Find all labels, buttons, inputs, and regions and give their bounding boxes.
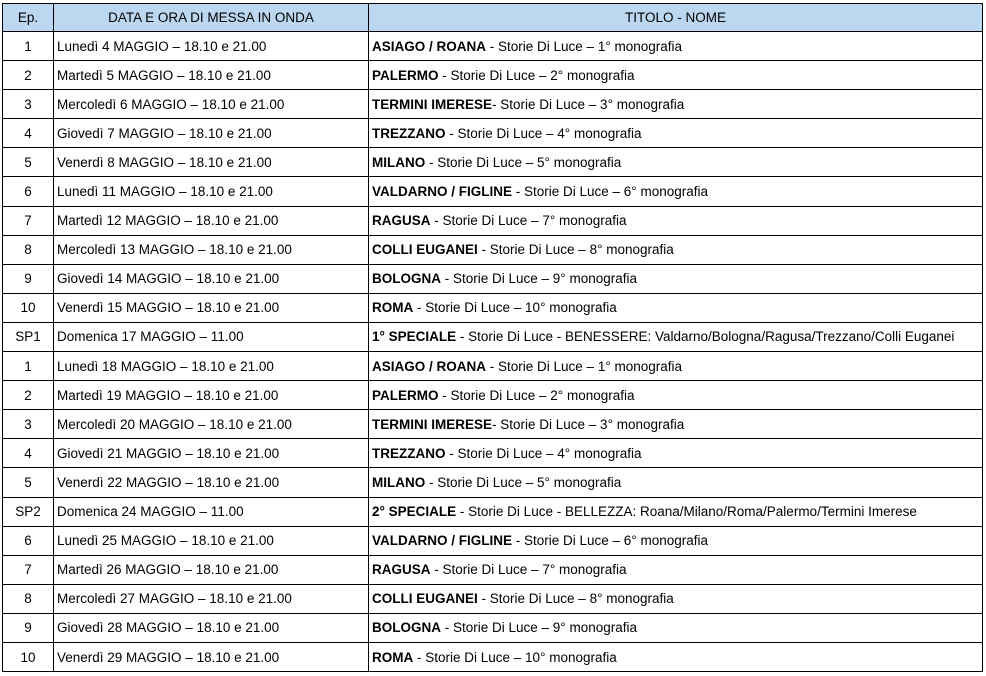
air-date-cell: Domenica 17 MAGGIO – 11.00 <box>54 322 369 351</box>
air-date-cell: Mercoledì 13 MAGGIO – 18.10 e 21.00 <box>54 235 369 264</box>
air-date-cell: Martedì 19 MAGGIO – 18.10 e 21.00 <box>54 381 369 410</box>
episode-cell: SP1 <box>3 322 54 351</box>
episode-cell: 8 <box>3 235 54 264</box>
location-name: TREZZANO <box>372 125 446 141</box>
episode-description: - Storie Di Luce – 3° monografia <box>492 416 685 432</box>
episode-description: - Storie Di Luce – 6° monografia <box>512 184 708 200</box>
air-date-cell: Venerdì 29 MAGGIO – 18.10 e 21.00 <box>54 642 369 671</box>
title-cell <box>369 642 983 671</box>
title-cell <box>369 439 983 468</box>
schedule-table <box>2 3 983 672</box>
episode-cell: 1 <box>3 352 54 381</box>
table-row <box>3 235 983 264</box>
title-cell <box>369 235 983 264</box>
episode-description: - Storie Di Luce – 8° monografia <box>477 591 674 607</box>
episode-cell: 7 <box>3 206 54 235</box>
episode-description: - Storie Di Luce – 4° monografia <box>445 445 642 461</box>
table-row <box>3 642 983 671</box>
air-date-cell: Martedì 26 MAGGIO – 18.10 e 21.00 <box>54 555 369 584</box>
air-date-cell: Giovedì 14 MAGGIO – 18.10 e 21.00 <box>54 264 369 293</box>
table-row <box>3 439 983 468</box>
air-date-cell: Lunedì 11 MAGGIO – 18.10 e 21.00 <box>54 177 369 206</box>
table-row <box>3 206 983 235</box>
schedule-body <box>3 32 983 672</box>
air-date-cell: Mercoledì 20 MAGGIO – 18.10 e 21.00 <box>54 410 369 439</box>
episode-cell: 2 <box>3 381 54 410</box>
title-cell <box>369 613 983 642</box>
episode-description: - Storie Di Luce – 7° monografia <box>430 562 627 578</box>
episode-description: - Storie Di Luce – 10° monografia <box>413 300 617 316</box>
table-row <box>3 497 983 526</box>
title-cell <box>369 61 983 90</box>
table-row <box>3 293 983 322</box>
title-cell <box>369 177 983 206</box>
air-date-cell: Martedì 5 MAGGIO – 18.10 e 21.00 <box>54 61 369 90</box>
location-name: BOLOGNA <box>372 271 441 287</box>
title-cell <box>369 32 983 61</box>
air-date-cell: Venerdì 15 MAGGIO – 18.10 e 21.00 <box>54 293 369 322</box>
air-date-cell: Domenica 24 MAGGIO – 11.00 <box>54 497 369 526</box>
table-row <box>3 410 983 439</box>
episode-cell: 1 <box>3 32 54 61</box>
header-title: TITOLO - NOME <box>369 4 983 32</box>
air-date-cell: Lunedì 25 MAGGIO – 18.10 e 21.00 <box>54 526 369 555</box>
title-cell <box>369 293 983 322</box>
air-date-cell: Venerdì 22 MAGGIO – 18.10 e 21.00 <box>54 468 369 497</box>
title-cell <box>369 381 983 410</box>
episode-cell: 7 <box>3 555 54 584</box>
episode-description: - Storie Di Luce - BELLEZZA: Roana/Milano/Roma/Palermo/Termini Imerese <box>456 504 917 520</box>
title-cell <box>369 584 983 613</box>
header-episode: Ep. <box>3 4 54 32</box>
title-cell <box>369 555 983 584</box>
air-date-cell: Mercoledì 6 MAGGIO – 18.10 e 21.00 <box>54 90 369 119</box>
location-name: 1° SPECIALE <box>372 329 457 345</box>
table-row <box>3 264 983 293</box>
episode-cell: 10 <box>3 293 54 322</box>
episode-cell: 6 <box>3 177 54 206</box>
location-name: PALERMO <box>372 387 439 403</box>
episode-cell: 10 <box>3 642 54 671</box>
table-row <box>3 148 983 177</box>
location-name: RAGUSA <box>372 213 431 229</box>
location-name: PALERMO <box>372 67 439 83</box>
table-row <box>3 119 983 148</box>
episode-description: - Storie Di Luce – 7° monografia <box>430 213 627 229</box>
location-name: BOLOGNA <box>372 620 441 636</box>
table-row <box>3 61 983 90</box>
title-cell <box>369 90 983 119</box>
episode-description: - Storie Di Luce – 1° monografia <box>486 38 683 54</box>
episode-description: - Storie Di Luce – 8° monografia <box>477 242 674 258</box>
air-date-cell: Lunedì 18 MAGGIO – 18.10 e 21.00 <box>54 352 369 381</box>
air-date-cell: Giovedì 28 MAGGIO – 18.10 e 21.00 <box>54 613 369 642</box>
air-date-cell: Giovedì 7 MAGGIO – 18.10 e 21.00 <box>54 119 369 148</box>
table-row <box>3 352 983 381</box>
location-name: COLLI EUGANEI <box>372 591 478 607</box>
episode-description: - Storie Di Luce – 1° monografia <box>486 358 683 374</box>
episode-cell: 5 <box>3 148 54 177</box>
location-name: ASIAGO / ROANA <box>372 358 487 374</box>
header-row <box>3 4 983 32</box>
location-name: ROMA <box>372 649 414 665</box>
location-name: RAGUSA <box>372 562 431 578</box>
episode-description: - Storie Di Luce – 3° monografia <box>492 96 685 112</box>
episode-description: - Storie Di Luce – 2° monografia <box>438 387 635 403</box>
title-cell <box>369 206 983 235</box>
air-date-cell: Venerdì 8 MAGGIO – 18.10 e 21.00 <box>54 148 369 177</box>
episode-cell: 3 <box>3 90 54 119</box>
episode-description: - Storie Di Luce – 5° monografia <box>425 154 622 170</box>
location-name: 2° SPECIALE <box>372 504 457 520</box>
title-cell <box>369 410 983 439</box>
location-name: VALDARNO / FIGLINE <box>372 533 512 549</box>
air-date-cell: Martedì 12 MAGGIO – 18.10 e 21.00 <box>54 206 369 235</box>
episode-description: - Storie Di Luce - BENESSERE: Valdarno/Bologna/Ragusa/Trezzano/Colli Euganei <box>456 329 955 345</box>
table-row <box>3 613 983 642</box>
episode-description: - Storie Di Luce – 4° monografia <box>445 125 642 141</box>
episode-cell: 2 <box>3 61 54 90</box>
air-date-cell: Mercoledì 27 MAGGIO – 18.10 e 21.00 <box>54 584 369 613</box>
table-row <box>3 32 983 61</box>
title-cell <box>369 352 983 381</box>
title-cell <box>369 468 983 497</box>
episode-description: - Storie Di Luce – 6° monografia <box>512 533 708 549</box>
episode-description: - Storie Di Luce – 5° monografia <box>425 474 622 490</box>
table-row <box>3 584 983 613</box>
episode-description: - Storie Di Luce – 9° monografia <box>441 271 637 287</box>
title-cell <box>369 497 983 526</box>
location-name: TERMINI IMERESE <box>372 96 493 112</box>
table-row <box>3 468 983 497</box>
location-name: ASIAGO / ROANA <box>372 38 487 54</box>
episode-cell: SP2 <box>3 497 54 526</box>
table-row <box>3 555 983 584</box>
episode-cell: 4 <box>3 119 54 148</box>
episode-description: - Storie Di Luce – 9° monografia <box>441 620 637 636</box>
episode-cell: 3 <box>3 410 54 439</box>
episode-cell: 8 <box>3 584 54 613</box>
air-date-cell: Lunedì 4 MAGGIO – 18.10 e 21.00 <box>54 32 369 61</box>
episode-cell: 9 <box>3 264 54 293</box>
episode-description: - Storie Di Luce – 10° monografia <box>413 649 617 665</box>
table-row <box>3 90 983 119</box>
location-name: TERMINI IMERESE <box>372 416 493 432</box>
table-row <box>3 526 983 555</box>
table-row <box>3 322 983 351</box>
location-name: VALDARNO / FIGLINE <box>372 184 512 200</box>
episode-cell: 6 <box>3 526 54 555</box>
location-name: TREZZANO <box>372 445 446 461</box>
title-cell <box>369 526 983 555</box>
episode-description: - Storie Di Luce – 2° monografia <box>438 67 635 83</box>
table-row <box>3 177 983 206</box>
title-cell <box>369 264 983 293</box>
location-name: ROMA <box>372 300 414 316</box>
location-name: MILANO <box>372 474 426 490</box>
title-cell <box>369 322 983 351</box>
title-cell <box>369 148 983 177</box>
episode-cell: 5 <box>3 468 54 497</box>
episode-cell: 4 <box>3 439 54 468</box>
table-row <box>3 381 983 410</box>
location-name: MILANO <box>372 154 426 170</box>
air-date-cell: Giovedì 21 MAGGIO – 18.10 e 21.00 <box>54 439 369 468</box>
location-name: COLLI EUGANEI <box>372 242 478 258</box>
header-air-date: DATA E ORA DI MESSA IN ONDA <box>54 4 369 32</box>
episode-cell: 9 <box>3 613 54 642</box>
title-cell <box>369 119 983 148</box>
